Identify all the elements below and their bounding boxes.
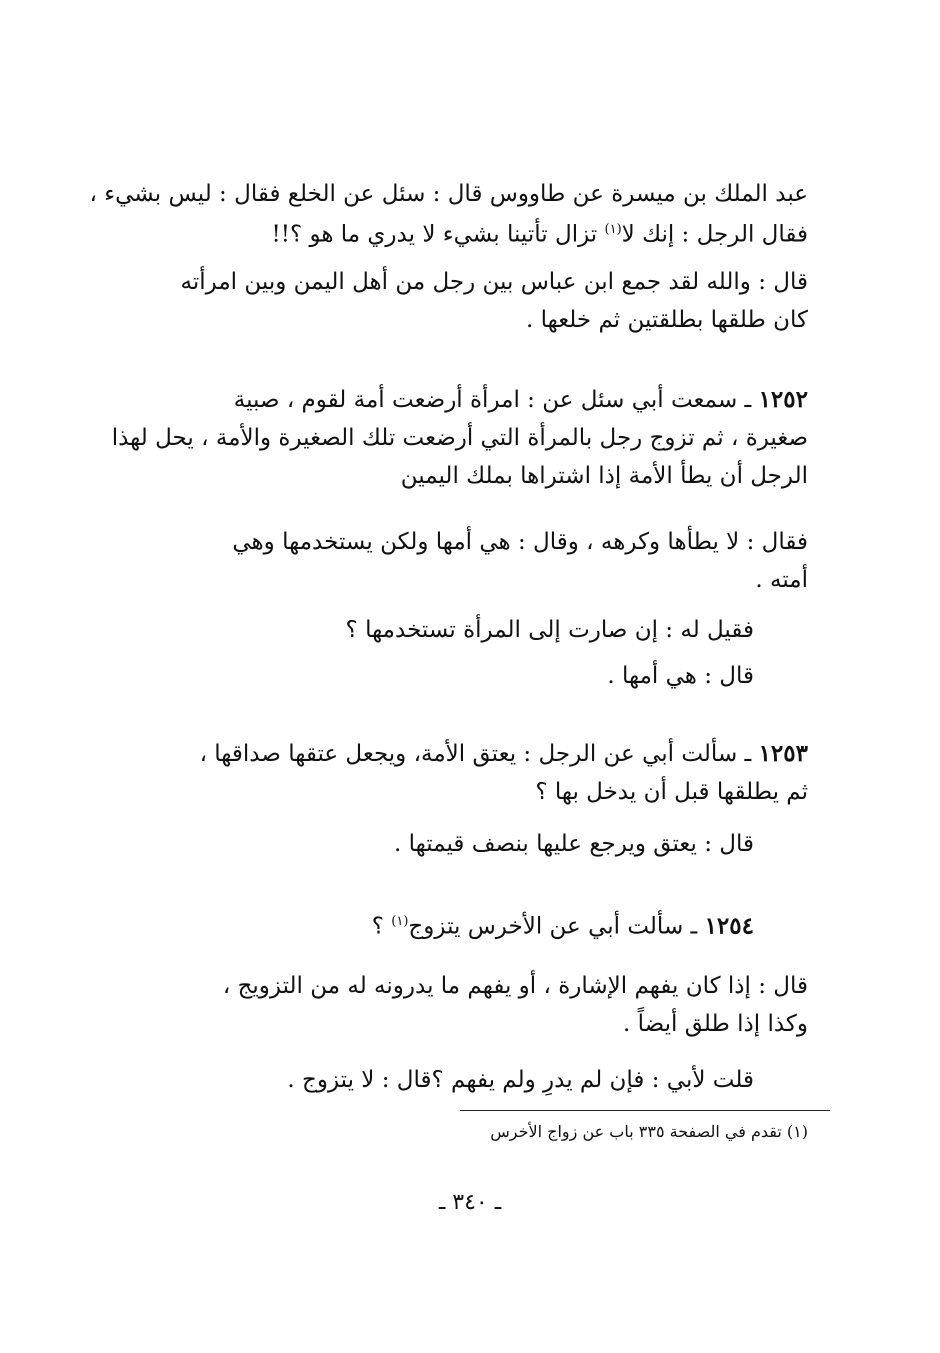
text-line-10 — [346, 614, 754, 646]
text-line-15 — [372, 906, 754, 943]
page-number: ـ ٣٤٠ ـ — [438, 1190, 502, 1215]
text-line-13 — [535, 776, 808, 808]
text-line-5 — [234, 384, 808, 416]
text-line-2-part-b: تزال تأتينا بشيء لا يدري ما هو ؟!! — [271, 221, 605, 248]
text-line-16 — [223, 970, 808, 1002]
footnote-divider — [460, 1110, 830, 1111]
text-line-8-content: فقال : لا يطأها وكرهه ، وقال : هي أمها ولكن يستخدمها وهي — [232, 529, 808, 555]
text-line-18 — [287, 1064, 754, 1096]
footnote-mark-2: (١) — [391, 914, 409, 929]
text-line-11 — [607, 660, 754, 692]
text-line-9-content: أمته . — [755, 567, 808, 593]
text-line-16-content: قال : إذا كان يفهم الإشارة ، أو يفهم ما يدرونه له من التزويج ، — [222, 973, 808, 999]
text-line-10-content: فقيل له : إن صارت إلى المرأة تستخدمها ؟ — [345, 617, 754, 643]
text-line-2 — [271, 214, 808, 251]
text-line-3 — [181, 266, 808, 298]
text-line-1 — [89, 178, 808, 210]
text-line-9 — [755, 564, 808, 596]
text-line-5-content: ـ سمعت أبي سئل عن : امرأة أرضعت أمة لقوم ، صبية — [233, 387, 759, 413]
text-line-15-content: ـ سألت أبي عن الأخرس يتزوج — [408, 913, 705, 940]
footnote-mark-1: (١) — [604, 222, 622, 237]
text-line-12-content: ـ سألت أبي عن الرجل : يعتق الأمة، ويجعل عتقها صداقها ، — [199, 741, 759, 767]
text-line-15-end: ؟ — [371, 913, 392, 940]
text-line-7 — [401, 460, 808, 492]
text-line-12 — [200, 738, 808, 770]
text-line-8 — [232, 526, 808, 558]
text-line-17-content: وكذا إذا طلق أيضاً . — [623, 1011, 808, 1037]
text-line-7-content: الرجل أن يطأ الأمة إذا اشتراها بملك اليمين — [400, 463, 808, 489]
text-line-14 — [394, 828, 754, 860]
text-line-17 — [623, 1008, 808, 1040]
entry-number-1253: ١٢٥٣ — [758, 740, 808, 767]
text-line-11-content: قال : هي أمها . — [607, 663, 754, 689]
text-line-18-content: قلت لأبي : فإن لم يدرِ ولم يفهم ؟قال : لا يتزوج . — [287, 1067, 754, 1093]
text-line-13-content: ثم يطلقها قبل أن يدخل بها ؟ — [535, 779, 808, 805]
entry-number-1254: ١٢٥٤ — [704, 912, 754, 940]
text-line-3-content: قال : والله لقد جمع ابن عباس بين رجل من أهل اليمن وبين امرأته — [180, 269, 808, 295]
entry-number-1252: ١٢٥٢ — [758, 386, 808, 413]
text-line-4-content: كان طلقها بطلقتين ثم خلعها . — [525, 307, 808, 333]
footnote: (١) تقدم في الصفحة ٣٣٥ باب عن زواج الأخرس — [490, 1122, 808, 1141]
text-line-2-part-a: فقال الرجل : إنك لا — [621, 221, 808, 248]
text-line-1-content: عبد الملك بن ميسرة عن طاووس قال : سئل عن الخلع فقال : ليس بشيء ، — [89, 181, 808, 207]
text-line-14-content: قال : يعتق ويرجع عليها بنصف قيمتها . — [394, 831, 754, 857]
text-line-6 — [112, 422, 808, 454]
text-line-4 — [526, 304, 808, 336]
text-line-6-content: صغيرة ، ثم تزوج رجل بالمرأة التي أرضعت تلك الصغيرة والأمة ، يحل لهذا — [111, 425, 808, 451]
